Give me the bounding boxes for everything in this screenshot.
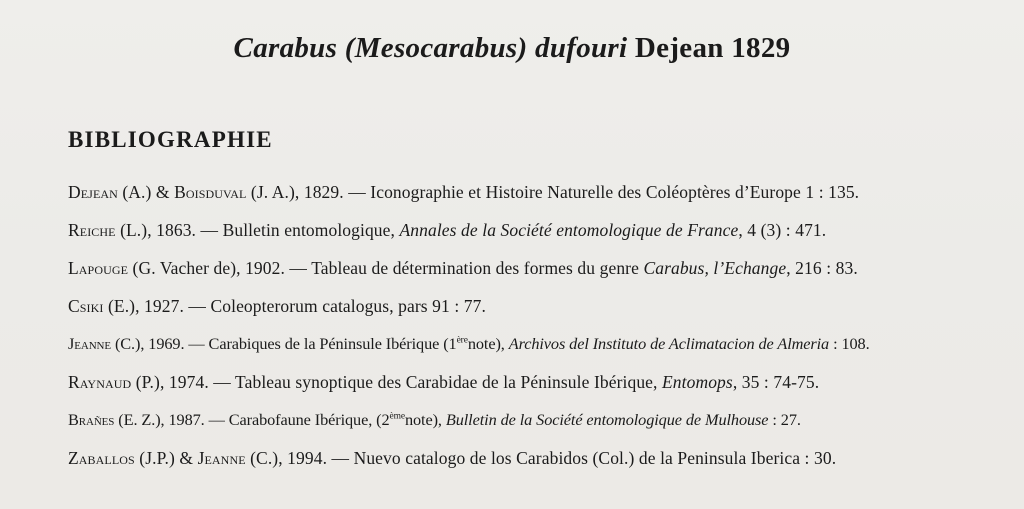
bibliography-entry-segment: , 1987. — Carabofaune Ibérique, (2 (160, 410, 390, 429)
bibliography-entry-segment: Archivos del Instituto de Aclimatacion de Almeria (508, 334, 830, 353)
bibliography-entry-segment: Brañes (E. Z.) (68, 410, 161, 429)
bibliography-entry-segment: , 4 (3) : 471. (738, 220, 827, 240)
bibliography-entry-segment: (E.), 1927. — Coleopterorum catalogus, pars 91 : 77. (103, 296, 486, 316)
bibliography-entry-segment: Annales de la Société entomologique de France (399, 220, 739, 240)
bibliography-entry-segment: Raynaud (P.) (68, 372, 160, 392)
bibliography-entry (68, 173, 1004, 211)
bibliography-entry-segment: Entomops (662, 372, 733, 392)
bibliography-entry-segment: note), (467, 334, 509, 353)
bibliography-entry-segment: , 35 : 74-75. (732, 372, 820, 392)
bibliography-entry-segment: Dejean (A.) & Boisduval (J. A.) (68, 182, 295, 202)
section-heading: BIBLIOGRAPHIE (68, 127, 273, 152)
bibliography-entry-segment: Carabus, l’Echange (643, 258, 787, 278)
bibliography-entry (68, 211, 1004, 249)
bibliography-entry-segment: ère (456, 335, 468, 346)
bibliography-entry-segment: Lapouge (68, 258, 129, 278)
bibliography-entry-segment: Csiki (68, 296, 104, 316)
bibliography-entry-segment: Reiche (L.) (68, 220, 148, 240)
bibliography-entry-segment: : 27. (768, 410, 801, 429)
bibliography-entry-segment: note), (404, 410, 446, 429)
bibliography-entry-segment: , 216 : 83. (786, 258, 858, 278)
bibliography-entry-segment: , 1974. — Tableau synoptique des Carabidae de la Péninsule Ibérique, (159, 372, 662, 392)
bibliography-entry-segment: : 108. (829, 334, 870, 353)
bibliography-entry (68, 287, 1004, 325)
bibliography-entry-segment: (G. Vacher de), 1902. — Tableau de détermination des formes du genre (128, 258, 644, 278)
bibliography-entry (68, 249, 1004, 287)
bibliography-entry-segment: Jeanne (C.) (68, 334, 141, 353)
bibliography-entry-segment: ème (389, 411, 405, 422)
page-title (0, 0, 1024, 65)
bibliography-entry (68, 401, 1004, 439)
page-title-species: Carabus (Mesocarabus) dufouri (233, 32, 628, 64)
bibliography-entry-segment: Zaballos (J.P.) & Jeanne (C.) (68, 448, 279, 468)
bibliography-entry-segment: , 1863. — Bulletin entomologique, (147, 220, 400, 240)
bibliography-entry-segment: , 1994. — Nuevo catalogo de los Carabidos (Col.) de la Peninsula Iberica : 30. (278, 448, 837, 468)
bibliography-list (68, 173, 1004, 477)
bibliography-entry (68, 363, 1004, 401)
page-title-author-year: Dejean 1829 (627, 32, 791, 64)
bibliography-entry-segment: Bulletin de la Société entomologique de Mulhouse (445, 410, 769, 429)
bibliography-entry (68, 325, 1004, 363)
bibliography-entry-segment: , 1829. — Iconographie et Histoire Naturelle des Coléoptères d’Europe 1 : 135. (294, 182, 860, 202)
bibliography-entry-segment: , 1969. — Carabiques de la Péninsule Ibérique (1 (140, 334, 457, 353)
bibliography-entry (68, 439, 1004, 477)
